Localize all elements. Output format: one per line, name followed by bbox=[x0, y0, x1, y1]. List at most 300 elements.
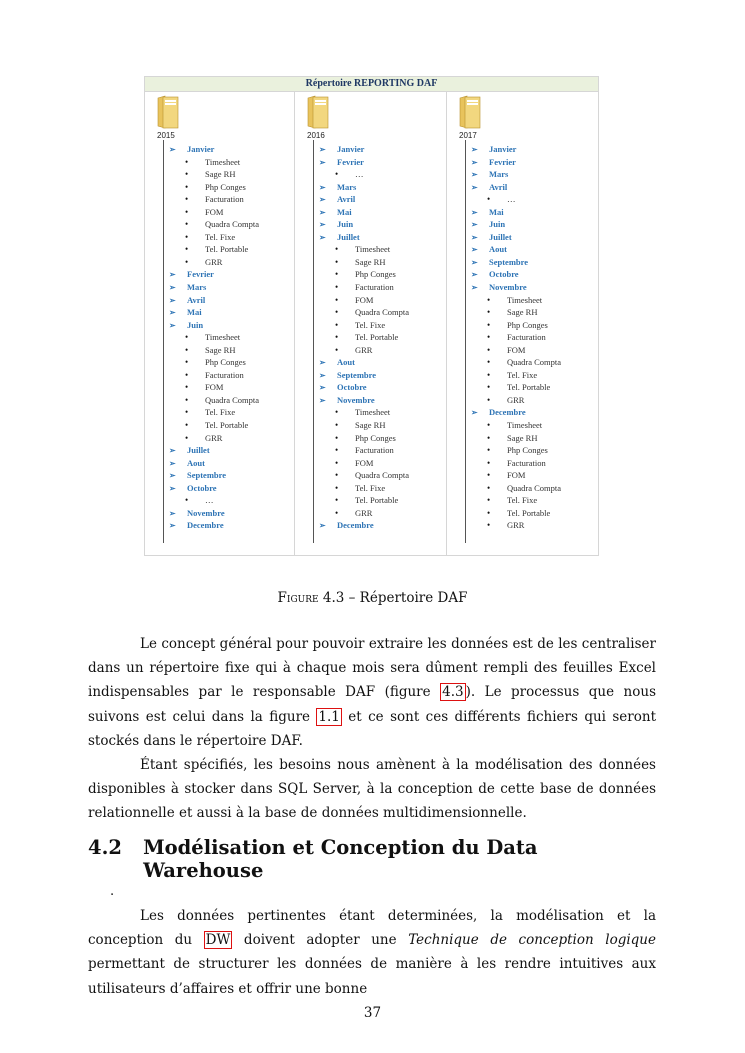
month-folder bbox=[471, 218, 561, 231]
file-entry bbox=[471, 419, 561, 432]
month-folder bbox=[319, 381, 409, 394]
tree-label: Php Conges bbox=[205, 181, 246, 192]
file-entry bbox=[319, 469, 409, 482]
folder-icon bbox=[157, 94, 179, 130]
tree-label: Janvier bbox=[489, 144, 517, 154]
month-folder bbox=[471, 243, 561, 256]
year-label: 2016 bbox=[307, 131, 325, 140]
section-number: 4.2 bbox=[88, 836, 122, 859]
file-entry bbox=[319, 281, 409, 294]
bullet-icon: • bbox=[335, 445, 339, 456]
body-paragraph-3 bbox=[88, 904, 656, 1001]
tree-label: Mars bbox=[489, 169, 509, 180]
chevron-right-icon: ➢ bbox=[471, 145, 478, 154]
bullet-icon: • bbox=[487, 319, 491, 330]
file-entry bbox=[471, 519, 561, 532]
tree-label: GRR bbox=[205, 256, 223, 267]
file-entry bbox=[169, 381, 259, 394]
figure-caption bbox=[0, 590, 745, 606]
bullet-icon: • bbox=[185, 407, 189, 418]
file-entry bbox=[169, 344, 259, 357]
file-entry bbox=[169, 356, 259, 369]
month-folder bbox=[319, 369, 409, 382]
bullet-icon: • bbox=[335, 407, 339, 418]
tree-line bbox=[465, 140, 466, 543]
tree-label: FOM bbox=[507, 344, 526, 355]
tree-label: Juin bbox=[337, 219, 354, 230]
bullet-icon: • bbox=[185, 357, 189, 368]
file-entry bbox=[169, 419, 259, 432]
tree-label: Fevrier bbox=[337, 156, 364, 167]
caption-text: Répertoire DAF bbox=[359, 590, 468, 606]
bullet-icon: • bbox=[335, 319, 339, 330]
tree-label: Facturation bbox=[507, 332, 546, 343]
bullet-icon: • bbox=[185, 244, 189, 255]
tree-label: Tel. Portable bbox=[355, 495, 399, 506]
chevron-right-icon: ➢ bbox=[471, 220, 478, 230]
file-entry bbox=[319, 419, 409, 432]
bullet-icon: • bbox=[185, 181, 189, 192]
chevron-right-icon: ➢ bbox=[169, 283, 176, 293]
tree-label: Timesheet bbox=[355, 407, 391, 418]
tree-label: Fevrier bbox=[187, 269, 214, 280]
chevron-right-icon: ➢ bbox=[169, 521, 176, 531]
chevron-right-icon: ➢ bbox=[169, 270, 176, 280]
bullet-icon: • bbox=[335, 507, 339, 518]
figure-ref-link[interactable]: 4.3 bbox=[442, 684, 464, 701]
file-entry bbox=[471, 507, 561, 520]
bullet-icon: • bbox=[487, 520, 491, 531]
file-entry bbox=[319, 319, 409, 332]
bullet-icon: • bbox=[487, 369, 491, 380]
file-entry bbox=[169, 331, 259, 344]
chevron-right-icon: ➢ bbox=[471, 283, 478, 293]
month-folder bbox=[169, 319, 259, 332]
stray-dot: . bbox=[110, 884, 115, 899]
bullet-icon: • bbox=[185, 394, 189, 405]
tree-label: Decembre bbox=[337, 520, 374, 531]
file-entry bbox=[319, 243, 409, 256]
month-folder bbox=[471, 281, 561, 294]
tree-label: Timesheet bbox=[507, 294, 543, 305]
tree-label: FOM bbox=[205, 382, 224, 393]
month-folder bbox=[319, 193, 409, 206]
chevron-right-icon: ➢ bbox=[471, 408, 478, 418]
year-column-2015 bbox=[145, 92, 295, 555]
bullet-icon: • bbox=[335, 282, 339, 293]
tree-label: GRR bbox=[355, 344, 373, 355]
month-folder bbox=[319, 206, 409, 219]
bullet-icon: • bbox=[335, 470, 339, 481]
tree-label: Quadra Compta bbox=[355, 470, 410, 481]
file-entry bbox=[169, 494, 259, 507]
figure-repertoire-daf bbox=[144, 76, 599, 556]
tree-label: Fevrier bbox=[489, 156, 516, 167]
file-entry bbox=[471, 469, 561, 482]
month-folder bbox=[319, 143, 409, 156]
tree-label: Quadra Compta bbox=[205, 219, 260, 230]
month-folder bbox=[319, 181, 409, 194]
chevron-right-icon: ➢ bbox=[319, 383, 326, 393]
tree-label: FOM bbox=[355, 457, 374, 468]
page-number: 37 bbox=[363, 1005, 382, 1021]
month-folder bbox=[471, 168, 561, 181]
month-folder bbox=[319, 218, 409, 231]
chevron-right-icon: ➢ bbox=[471, 182, 478, 192]
tree-label: … bbox=[205, 495, 214, 506]
tree-label: Tel. Fixe bbox=[205, 231, 236, 242]
bullet-icon: • bbox=[185, 231, 189, 242]
file-entry bbox=[319, 406, 409, 419]
chevron-right-icon: ➢ bbox=[169, 320, 176, 330]
chevron-right-icon: ➢ bbox=[319, 220, 326, 230]
tree-label: Php Conges bbox=[355, 432, 396, 443]
tree-label: Sage RH bbox=[507, 432, 538, 443]
tree-label: Juin bbox=[187, 319, 204, 330]
bullet-icon: • bbox=[335, 495, 339, 506]
file-entry bbox=[319, 507, 409, 520]
file-entry bbox=[471, 344, 561, 357]
bullet-icon: • bbox=[335, 457, 339, 468]
tree-label: Octobre bbox=[489, 269, 519, 280]
paragraph-text: ). Le processus que nous suivons est celui dans la figure bbox=[88, 684, 657, 725]
tree-label: Decembre bbox=[489, 407, 526, 418]
month-folder bbox=[471, 181, 561, 194]
tree-label: Quadra Compta bbox=[205, 394, 260, 405]
file-entry bbox=[319, 268, 409, 281]
file-entry bbox=[319, 294, 409, 307]
tree-label: Mai bbox=[187, 307, 202, 318]
bullet-icon: • bbox=[487, 344, 491, 355]
bullet-icon: • bbox=[185, 420, 189, 431]
chevron-right-icon: ➢ bbox=[319, 370, 326, 380]
file-entry bbox=[471, 356, 561, 369]
bullet-icon: • bbox=[335, 169, 339, 180]
file-entry bbox=[471, 457, 561, 470]
month-folder bbox=[319, 519, 409, 532]
tree-label: Timesheet bbox=[355, 244, 391, 255]
file-entry bbox=[169, 231, 259, 244]
tree-label: Tel. Fixe bbox=[355, 482, 386, 493]
tree-label: FOM bbox=[355, 294, 374, 305]
paragraph-text: et ce sont ces différents fichiers qui seront stockés dans le répertoire DAF. bbox=[88, 708, 656, 749]
tree-label: Juin bbox=[489, 219, 506, 230]
chevron-right-icon: ➢ bbox=[169, 483, 176, 493]
tree-label: Sage RH bbox=[507, 307, 538, 318]
tree-label: Mai bbox=[489, 206, 504, 217]
chevron-right-icon: ➢ bbox=[471, 270, 478, 280]
chevron-right-icon: ➢ bbox=[169, 471, 176, 481]
month-folder bbox=[319, 231, 409, 244]
file-entry bbox=[319, 331, 409, 344]
year-column-2016 bbox=[295, 92, 447, 555]
chevron-right-icon: ➢ bbox=[319, 195, 326, 205]
tree-label: … bbox=[507, 194, 516, 205]
chevron-right-icon: ➢ bbox=[471, 232, 478, 242]
month-folder bbox=[319, 356, 409, 369]
file-entry bbox=[169, 218, 259, 231]
tree-label: Aout bbox=[187, 457, 205, 468]
file-entry bbox=[471, 482, 561, 495]
chevron-right-icon: ➢ bbox=[319, 182, 326, 192]
paragraph-1 bbox=[88, 632, 656, 753]
chevron-right-icon: ➢ bbox=[471, 257, 478, 267]
bullet-icon: • bbox=[185, 194, 189, 205]
bullet-icon: • bbox=[185, 206, 189, 217]
bullet-icon: • bbox=[487, 495, 491, 506]
tree-label: Sage RH bbox=[355, 420, 386, 431]
month-folder bbox=[169, 268, 259, 281]
tree-label: Mars bbox=[337, 181, 357, 192]
bullet-icon: • bbox=[487, 307, 491, 318]
tree-label: Timesheet bbox=[205, 332, 241, 343]
tree-label: Tel. Portable bbox=[205, 420, 249, 431]
file-entry bbox=[471, 494, 561, 507]
paragraph-text: doivent adopter une bbox=[232, 932, 409, 949]
chevron-right-icon: ➢ bbox=[471, 245, 478, 255]
tree-label: Sage RH bbox=[355, 256, 386, 267]
tree-label: Php Conges bbox=[355, 269, 396, 280]
chevron-right-icon: ➢ bbox=[471, 207, 478, 217]
chevron-right-icon: ➢ bbox=[471, 170, 478, 180]
file-entry bbox=[471, 331, 561, 344]
bullet-icon: • bbox=[335, 294, 339, 305]
tree-label: Aout bbox=[337, 357, 355, 368]
tree-label: FOM bbox=[205, 206, 224, 217]
chevron-right-icon: ➢ bbox=[319, 232, 326, 242]
file-entry bbox=[319, 432, 409, 445]
tree-label: Novembre bbox=[337, 394, 375, 405]
file-entry bbox=[471, 193, 561, 206]
tree-label: Avril bbox=[337, 194, 356, 205]
chevron-right-icon: ➢ bbox=[169, 446, 176, 456]
bullet-icon: • bbox=[335, 307, 339, 318]
bullet-icon: • bbox=[487, 507, 491, 518]
bullet-icon: • bbox=[335, 482, 339, 493]
bullet-icon: • bbox=[487, 445, 491, 456]
tree-label: Facturation bbox=[205, 369, 244, 380]
tree-label: Quadra Compta bbox=[507, 357, 562, 368]
tree-label: … bbox=[355, 169, 364, 180]
tree-label: Aout bbox=[489, 244, 507, 255]
chevron-right-icon: ➢ bbox=[319, 395, 326, 405]
bullet-icon: • bbox=[185, 369, 189, 380]
paragraph-text: permettant de structurer les données de manière à les rendre intuitives aux utilisateurs d’affaires et offrir une bonne bbox=[88, 956, 656, 997]
file-entry bbox=[169, 156, 259, 169]
file-entry bbox=[471, 444, 561, 457]
tree-label: GRR bbox=[507, 394, 525, 405]
chevron-right-icon: ➢ bbox=[169, 295, 176, 305]
bullet-icon: • bbox=[487, 482, 491, 493]
file-entry bbox=[319, 444, 409, 457]
section-title: Modélisation et Conception du Data Warehouse bbox=[143, 836, 538, 882]
tree-label: Facturation bbox=[507, 457, 546, 468]
month-folder bbox=[319, 156, 409, 169]
file-entry bbox=[319, 256, 409, 269]
tree-label: Php Conges bbox=[507, 445, 548, 456]
bullet-icon: • bbox=[487, 470, 491, 481]
file-entry bbox=[169, 243, 259, 256]
tree-label: Tel. Portable bbox=[205, 244, 249, 255]
tree-label: Juillet bbox=[187, 445, 210, 456]
chevron-right-icon: ➢ bbox=[169, 508, 176, 518]
bullet-icon: • bbox=[185, 344, 189, 355]
tree-label: Timesheet bbox=[507, 420, 543, 431]
bullet-icon: • bbox=[487, 457, 491, 468]
file-entry bbox=[319, 494, 409, 507]
chevron-right-icon: ➢ bbox=[169, 458, 176, 468]
month-folder bbox=[471, 143, 561, 156]
bullet-icon: • bbox=[487, 394, 491, 405]
file-entry bbox=[471, 294, 561, 307]
bullet-icon: • bbox=[335, 269, 339, 280]
tree-label: Tel. Fixe bbox=[507, 495, 538, 506]
bullet-icon: • bbox=[487, 357, 491, 368]
tree-label: Novembre bbox=[489, 282, 527, 293]
month-folder bbox=[169, 507, 259, 520]
tree-label: Timesheet bbox=[205, 156, 241, 167]
month-folder bbox=[169, 444, 259, 457]
tree-label: Decembre bbox=[187, 520, 224, 531]
bullet-icon: • bbox=[487, 294, 491, 305]
bullet-icon: • bbox=[185, 219, 189, 230]
bullet-icon: • bbox=[335, 244, 339, 255]
tree-label: Novembre bbox=[187, 507, 225, 518]
file-entry bbox=[471, 394, 561, 407]
tree-label: Juillet bbox=[337, 231, 360, 242]
tree-label: Octobre bbox=[337, 382, 367, 393]
bullet-icon: • bbox=[487, 432, 491, 443]
month-folder bbox=[471, 406, 561, 419]
tree-line bbox=[313, 140, 314, 543]
tree-label: Avril bbox=[187, 294, 206, 305]
file-entry bbox=[471, 369, 561, 382]
tree-label: Tel. Portable bbox=[507, 382, 551, 393]
bullet-icon: • bbox=[185, 332, 189, 343]
bullet-icon: • bbox=[335, 420, 339, 431]
bullet-icon: • bbox=[185, 169, 189, 180]
month-folder bbox=[169, 306, 259, 319]
tree-label: Octobre bbox=[187, 482, 217, 493]
chevron-right-icon: ➢ bbox=[319, 157, 326, 167]
tree-label: Tel. Portable bbox=[507, 507, 551, 518]
tree-label: Quadra Compta bbox=[355, 307, 410, 318]
tree-label: Mars bbox=[187, 282, 207, 293]
glossary-ref-link[interactable]: DW bbox=[205, 932, 231, 949]
tree-label: Avril bbox=[489, 181, 508, 192]
file-entry bbox=[319, 482, 409, 495]
tree-label: Sage RH bbox=[205, 169, 236, 180]
tree-label: Tel. Portable bbox=[355, 332, 399, 343]
bullet-icon: • bbox=[335, 256, 339, 267]
file-entry bbox=[169, 369, 259, 382]
bullet-icon: • bbox=[487, 382, 491, 393]
file-entry bbox=[169, 206, 259, 219]
bullet-icon: • bbox=[335, 344, 339, 355]
month-folder bbox=[471, 231, 561, 244]
month-folder bbox=[471, 268, 561, 281]
tree-label: Facturation bbox=[355, 282, 394, 293]
chevron-right-icon: ➢ bbox=[319, 145, 326, 154]
bullet-icon: • bbox=[335, 432, 339, 443]
file-entry bbox=[169, 168, 259, 181]
bullet-icon: • bbox=[487, 194, 491, 205]
tree-line bbox=[163, 140, 164, 543]
section-heading bbox=[88, 836, 656, 882]
tree-label: Septembre bbox=[337, 369, 377, 380]
month-folder bbox=[169, 469, 259, 482]
tree-label: Janvier bbox=[187, 144, 215, 154]
tree-label: Php Conges bbox=[205, 357, 246, 368]
file-entry bbox=[169, 256, 259, 269]
month-folder bbox=[471, 156, 561, 169]
folder-icon bbox=[307, 94, 329, 130]
figure-title: Répertoire REPORTING DAF bbox=[145, 77, 598, 92]
tree-label: GRR bbox=[355, 507, 373, 518]
file-entry bbox=[319, 168, 409, 181]
file-entry bbox=[169, 432, 259, 445]
month-tree bbox=[169, 143, 259, 532]
tree-label: Quadra Compta bbox=[507, 482, 562, 493]
body-paragraphs bbox=[88, 632, 656, 826]
tree-label: GRR bbox=[507, 520, 525, 531]
file-entry bbox=[169, 406, 259, 419]
tree-label: Tel. Fixe bbox=[205, 407, 236, 418]
month-folder bbox=[169, 482, 259, 495]
tree-label: Janvier bbox=[337, 144, 365, 154]
chevron-right-icon: ➢ bbox=[319, 521, 326, 531]
tree-label: Sage RH bbox=[205, 344, 236, 355]
tree-label: FOM bbox=[507, 470, 526, 481]
emphasis-text: Technique de conception logique bbox=[408, 932, 656, 949]
file-entry bbox=[169, 193, 259, 206]
tree-label: Facturation bbox=[355, 445, 394, 456]
year-label: 2017 bbox=[459, 131, 477, 140]
folder-icon bbox=[459, 94, 481, 130]
paragraph-3 bbox=[88, 904, 656, 1001]
year-label: 2015 bbox=[157, 131, 175, 140]
tree-label: Mai bbox=[337, 206, 352, 217]
file-entry bbox=[169, 394, 259, 407]
file-entry bbox=[319, 344, 409, 357]
year-column-2017 bbox=[447, 92, 599, 555]
chevron-right-icon: ➢ bbox=[319, 207, 326, 217]
month-folder bbox=[319, 394, 409, 407]
month-folder bbox=[169, 519, 259, 532]
bullet-icon: • bbox=[185, 156, 189, 167]
month-folder bbox=[169, 143, 259, 156]
month-folder bbox=[471, 256, 561, 269]
bullet-icon: • bbox=[185, 382, 189, 393]
file-entry bbox=[471, 432, 561, 445]
figure-ref-link[interactable]: 1.1 bbox=[318, 708, 340, 725]
tree-label: GRR bbox=[205, 432, 223, 443]
bullet-icon: • bbox=[185, 495, 189, 506]
month-tree bbox=[319, 143, 409, 532]
caption-separator: – bbox=[344, 590, 360, 606]
bullet-icon: • bbox=[335, 332, 339, 343]
month-tree bbox=[471, 143, 561, 532]
file-entry bbox=[471, 381, 561, 394]
tree-label: Facturation bbox=[205, 194, 244, 205]
paragraph-text: Le concept général pour pouvoir extraire les données est de les centraliser dans un répertoire fixe qui à chaque mois sera dûment rempli des feuilles Excel indispensables par le responsable DAF (figure bbox=[88, 636, 656, 701]
paragraph-2: Étant spécifiés, les besoins nous amènent à la modélisation des données disponibles à stocker dans SQL Server, à la conception de cette base de données relationnelle et aussi à la base de données multidimensionnelle. bbox=[88, 757, 656, 822]
tree-label: Tel. Fixe bbox=[507, 369, 538, 380]
tree-label: Septembre bbox=[489, 256, 529, 267]
caption-label: Figure 4.3 bbox=[277, 590, 345, 606]
bullet-icon: • bbox=[487, 420, 491, 431]
tree-label: Php Conges bbox=[507, 319, 548, 330]
